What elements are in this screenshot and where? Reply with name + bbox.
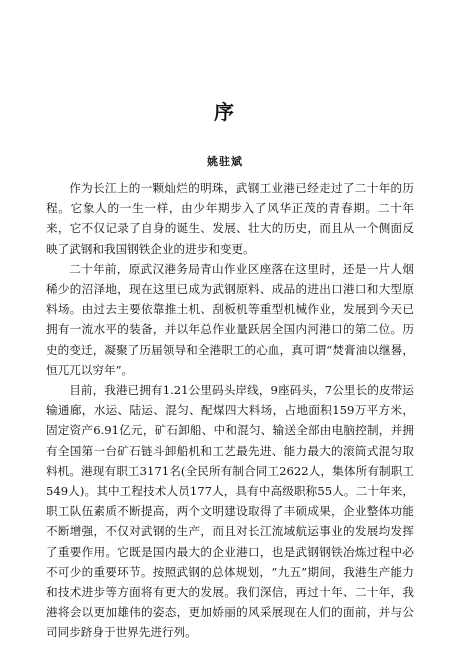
preface-body	[46, 178, 414, 643]
paragraph-3: 目前，我港已拥有1.21公里码头岸线，9座码头，7公里长的皮带运输通廊，水运、陆运、混匀、配煤四大料场，占地面积159万平方米，固定资产6.91亿元，矿石卸船、中和混匀、输送全部由电脑控制，并拥有全国第一台矿石链斗卸船机和工艺最先进、能力最大的滚筒式混匀取料机。港现有职工3171名(全民所有制合同工2622人，集体所有制职工549人)。其中工程技术人员177人，具有中高级职称55人。二十年来，职工队伍素质不断提高，两个文明建设取得了丰硕成果，企业整体功能不断增强，不仅对武钢的生产，而且对长江流域航运事业的发展均发挥了重要作用。它既是国内最大的企业港口，也是武钢钢铁冶炼过程中必不可少的重要环节。按照武钢的总体规划，“九五”期间，我港生产能力和技术进步等方面将有更大的发展。我们深信，再过十年、二十年，我港将会以更加雄伟的姿态，更加娇丽的风采展现在人们的面前，并与公司同步跻身于世界先进行列。	[46, 383, 414, 640]
paragraph-2: 二十年前，原武汉港务局青山作业区座落在这里时，还是一片人烟稀少的沼泽地，现在这里已成为武钢原料、成品的进出口港口和大型原料场。由过去主要依靠推土机、刮板机等重型机械作业，发展到今天已拥有一流水平的装备，并以年总作业量跃居全国内河港口的第二位。历史的变迁，凝聚了历届领导和全港职工的心血，真可谓“焚膏油以继晷，恒兀兀以穷年”。	[46, 261, 414, 377]
page-title: 序	[214, 100, 236, 124]
author-name: 姚驻斌	[207, 155, 243, 168]
paragraph-1: 作为长江上的一颗灿烂的明珠，武钢工业港已经走过了二十年的历程。它象人的一生一样，由少年期步入了风华正茂的青春期。二十年来，它不仅记录了自身的诞生、发展、壮大的历史，而且从一个侧面反映了武钢和我国钢铁企业的进步和变更。	[46, 181, 414, 256]
